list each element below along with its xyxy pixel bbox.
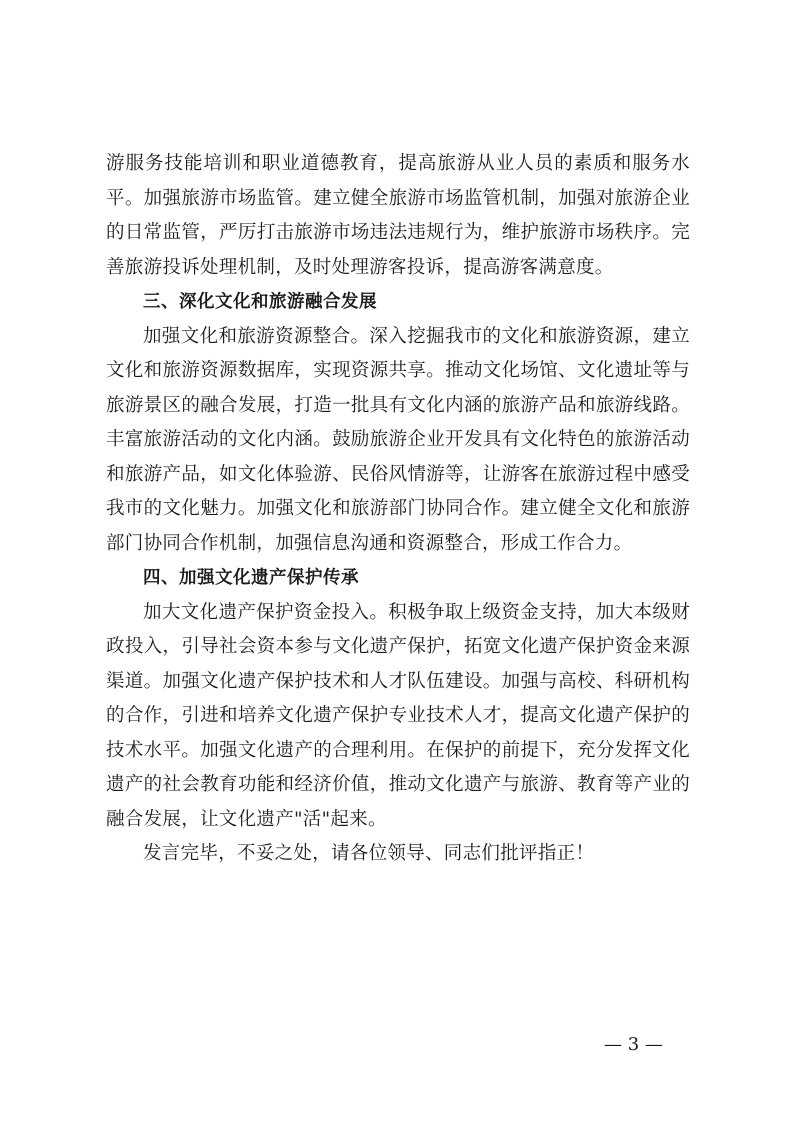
body-paragraph-continuation: 游服务技能培训和职业道德教育，提高旅游从业人员的素质和服务水平。加强旅游市场监管。建立健全旅游市场监管机制，加强对旅游企业的日常监管，严厉打击旅游市场违法违规行为，维护旅游市场秩序。完善旅游投诉处理机制，及时处理游客投诉，提高游客满意度。 — [106, 153, 690, 278]
page-number: — 3 — — [604, 1034, 663, 1055]
body-paragraph-section-4: 加大文化遗产保护资金投入。积极争取上级资金支持，加大本级财政投入，引导社会资本参与文化遗产保护，拓宽文化遗产保护资金来源渠道。加强文化遗产保护技术和人才队伍建设。加强与高校、科研机构的合作，引进和培养文化遗产保护专业技术人才，提高文化遗产保护的技术水平。加强文化遗产的合理利用。在保护的前提下，充分发挥文化遗产的社会教育功能和经济价值，推动文化遗产与旅游、教育等产业的融合发展，让文化遗产"活"起来。 — [106, 601, 690, 830]
section-heading-3: 三、深化文化和旅游融合发展 — [143, 292, 377, 312]
section-heading-4: 四、加强文化遗产保护传承 — [143, 568, 359, 588]
document-body — [106, 147, 690, 872]
closing-remark: 发言完毕，不妥之处，请各位领导、同志们批评指正！ — [143, 843, 595, 864]
body-paragraph-section-3: 加强文化和旅游资源整合。深入挖掘我市的文化和旅游资源，建立文化和旅游资源数据库，实现资源共享。推动文化场馆、文化遗址等与旅游景区的融合发展，打造一批具有文化内涵的旅游产品和旅游线路。丰富旅游活动的文化内涵。鼓励旅游企业开发具有文化特色的旅游活动和旅游产品，如文化体验游、民俗风情游等，让游客在旅游过程中感受我市的文化魅力。加强文化和旅游部门协同合作。建立健全文化和旅游部门协同合作机制，加强信息沟通和资源整合，形成工作合力。 — [106, 325, 690, 554]
